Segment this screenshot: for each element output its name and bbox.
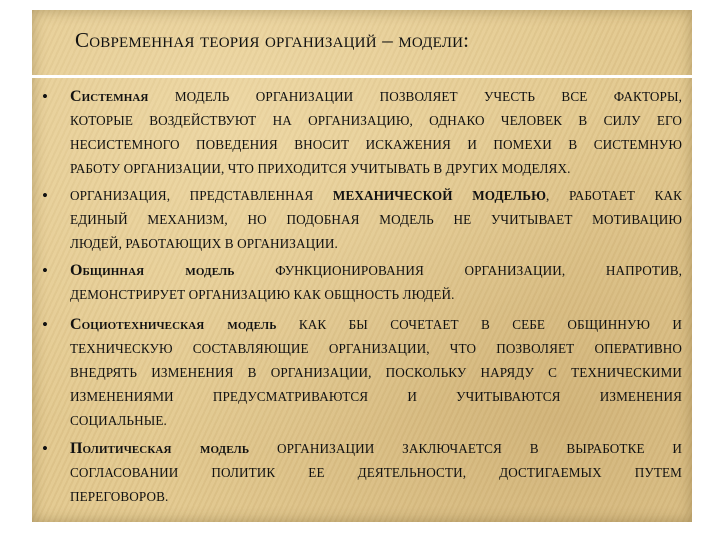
item-text [70,184,682,256]
item-lead: Социотехническая модель [70,316,277,333]
item-line: СОЦИАЛЬНЫЕ. [70,413,167,428]
item-line: ФУНКЦИОНИРОВАНИЯ ОРГАНИЗАЦИИ, НАПРОТИВ, [234,263,682,278]
item-line: СОГЛАСОВАНИИ ПОЛИТИК ЕЕ ДЕЯТЕЛЬНОСТИ, ДОСТИГАЕМЫХ ПУТЕМ [70,465,682,480]
item-line-end: , РАБОТАЕТ КАК [546,188,682,203]
item-line: ТЕХНИЧЕСКУЮ СОСТАВЛЯЮЩИЕ ОРГАНИЗАЦИИ, ЧТО ПОЗВОЛЯЕТ ОПЕРАТИВНО [70,341,682,356]
item-lead: Общинная модель [70,262,235,279]
title-divider [32,75,692,78]
bullet-icon: • [42,87,48,106]
item-text [70,85,682,181]
slide-title: Современная теория организаций – модели: [75,28,470,52]
bullet-icon: • [42,315,48,334]
item-line: ПЕРЕГОВОРОВ. [70,489,169,504]
item-line: ВНЕДРЯТЬ ИЗМЕНЕНИЯ В ОРГАНИЗАЦИИ, ПОСКОЛЬКУ НАРЯДУ С ТЕХНИЧЕСКИМИ [70,365,682,380]
item-lead: Системная [70,88,149,105]
item-line: ЕДИНЫЙ МЕХАНИЗМ, НО ПОДОБНАЯ МОДЕЛЬ НЕ УЧИТЫВАЕТ МОТИВАЦИЮ [70,212,682,227]
item-text [70,437,682,509]
item-line: ИЗМЕНЕНИЯМИ ПРЕДУСМАТРИВАЮТСЯ И УЧИТЫВАЮТСЯ ИЗМЕНЕНИЯ [70,389,682,404]
item-line: РАБОТУ ОРГАНИЗАЦИИ, ЧТО ПРИХОДИТСЯ УЧИТЫВАТЬ В ДРУГИХ МОДЕЛЯХ. [70,161,571,176]
item-line: КОТОРЫЕ ВОЗДЕЙСТВУЮТ НА ОРГАНИЗАЦИЮ, ОДНАКО ЧЕЛОВЕК В СИЛУ ЕГО [70,113,682,128]
item-emphasis: МЕХАНИЧЕСКОЙ МОДЕЛЬЮ [332,188,547,203]
item-line: ЛЮДЕЙ, РАБОТАЮЩИХ В ОРГАНИЗАЦИИ. [70,236,338,251]
bullet-icon: • [42,186,48,205]
bullet-icon: • [42,439,48,458]
item-line: ОРГАНИЗАЦИИ ЗАКЛЮЧАЕТСЯ В ВЫРАБОТКЕ И [249,441,682,456]
item-line: ДЕМОНСТРИРУЕТ ОРГАНИЗАЦИЮ КАК ОБЩНОСТЬ ЛЮДЕЙ. [70,287,455,302]
item-line: КАК БЫ СОЧЕТАЕТ В СЕБЕ ОБЩИННУЮ И [276,317,682,332]
item-text [70,313,682,433]
item-line-start: ОРГАНИЗАЦИЯ, ПРЕДСТАВЛЕННАЯ [70,188,333,203]
item-text [70,259,682,307]
item-lead: Политическая модель [70,440,250,457]
item-line: НЕСИСТЕМНОГО ПОВЕДЕНИЯ ВНОСИТ ИСКАЖЕНИЯ И ПОМЕХИ В СИСТЕМНУЮ [70,137,682,152]
item-line: МОДЕЛЬ ОРГАНИЗАЦИИ ПОЗВОЛЯЕТ УЧЕСТЬ ВСЕ ФАКТОРЫ, [148,89,682,104]
bullet-icon: • [42,261,48,280]
